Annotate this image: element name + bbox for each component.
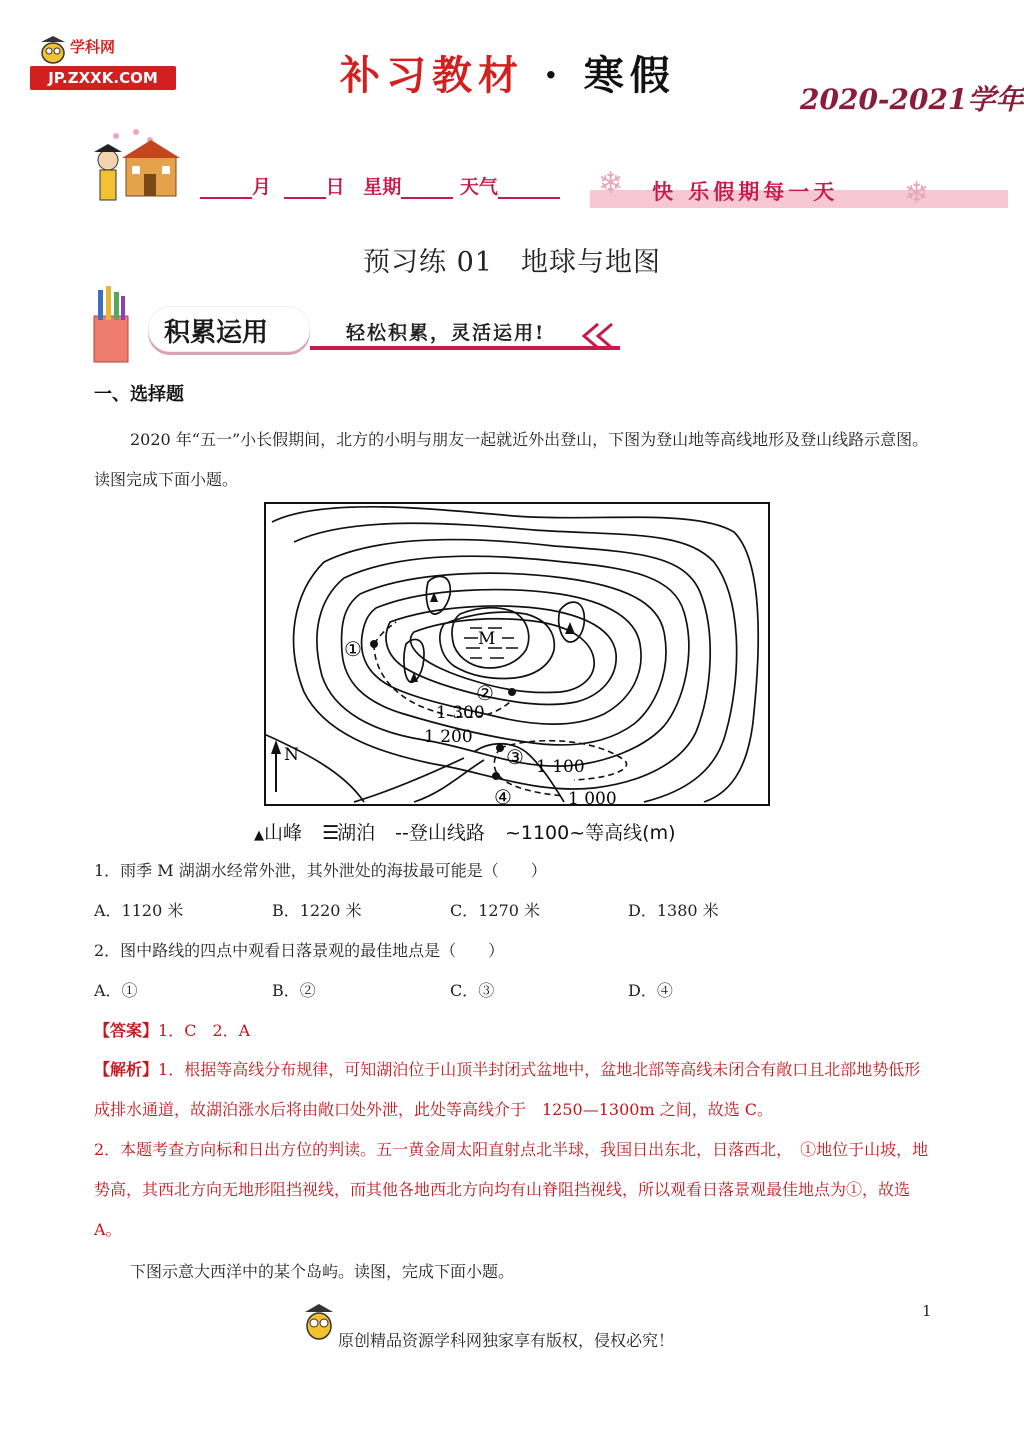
contour-label: 1 300 [436,703,485,723]
page-title: 预习练 01 地球与地图 [363,247,661,278]
analysis-2: 2．本题考查方向标和日出方位的判读。五一黄金周太阳直射点北半球，我国日出东北，日落西北， ①地位于山坡，地势高，其西北方向无地形阻挡视线，而其他各地西北方向均有山脊阻挡视线，所以观看日落景观最佳地点为①，故选 A。 [94,1140,929,1239]
copyright-footer: 原创精品资源学科网独家享有版权，侵权必究！ [338,1331,675,1350]
q2-option-c[interactable]: C．③ [450,981,495,1000]
day-label: 日 [325,176,345,198]
q1-option-c[interactable]: C．1270 米 [450,901,541,920]
analysis-p1: 1．根据等高线分布规律，可知湖泊位于山顶半封闭式盆地中，盆地北部等高线未闭合有敞口且北部地势低形成排水通道，故湖泊涨水后将由敞口处外泄，此处等高线介于 1250—1300m 之间，故选 C。 [94,1060,921,1119]
north-label: N [284,745,299,765]
week-blank[interactable] [401,179,453,199]
q1-option-b[interactable]: B．1220 米 [272,901,362,920]
q2-option-b[interactable]: B．② [272,981,316,1000]
snowflake-icon: ❄ [904,176,930,211]
brand-dot: · [524,52,584,99]
lake-label: M [478,629,496,649]
map-legend: ▲山峰 ☰湖泊 --登山线路 ~1100~等高线(m) [254,822,676,844]
analysis-1 [94,1050,934,1130]
section-heading: 一、选择题 [94,384,184,405]
owl-mascot-icon [302,1302,336,1342]
legend-peak: 山峰 [264,822,303,844]
peak-legend-icon: ▲ [254,828,264,843]
brand-black: 寒假 [583,52,676,99]
happy-holiday-slogan: 快 乐假期每一天 [652,180,839,204]
legend-contour-sample: 1100 [520,822,570,844]
day-blank[interactable] [284,179,326,199]
question-2-stem: 2．图中路线的四点中观看日落景观的最佳地点是（ ） [94,941,505,960]
question-1-stem: 1．雨季 M 湖湖水经常外泄，其外泄处的海拔最可能是（ ） [94,861,547,880]
banner-label: 积累运用 [164,318,269,348]
contour-legend-icon: ~ [504,822,521,844]
owl-mascot-icon [38,36,68,64]
lake-legend-icon: ☰ [322,822,338,844]
question-intro: 2020 年“五一”小长假期间，北方的小明与朋友一起就近外出登山，下图为登山地等高线地形及登山线路示意图。读图完成下面小题。 [94,430,929,489]
logo-title: 学科网 [70,38,116,56]
banner-slogan: 轻松积累，灵活运用! [346,322,546,344]
q1-option-d[interactable]: D．1380 米 [628,901,719,920]
analysis-label: 【解析】 [94,1060,159,1079]
point-label: ③ [506,745,524,769]
school-year: 2020-2021学年 [800,83,1024,116]
answer-text: 1．C 2．A [158,1021,251,1040]
brand-title [340,44,676,101]
q1-option-a[interactable]: A．1120 米 [94,901,184,920]
legend-route: 登山线路 [408,822,485,844]
contour-label: 1 000 [568,789,617,808]
legend-contour: 等高线(m) [585,822,676,844]
week-label: 星期 [363,176,402,198]
pencil-cup-icon [88,286,134,366]
logo-url: JP.ZXXK.COM [30,66,176,90]
site-logo [30,36,178,94]
snowflake-icon: ❄ [598,166,624,201]
next-question-intro: 下图示意大西洋中的某个岛屿。读图，完成下面小题。 [130,1262,515,1281]
route-legend-icon: -- [395,822,409,844]
school-illustration-icon [86,126,186,210]
legend-lake: 湖泊 [337,822,376,844]
answer-line [94,1018,250,1041]
banner-underline [310,346,620,350]
date-line [200,172,560,199]
month-blank[interactable] [200,179,252,199]
page-number: 1 [922,1302,932,1320]
answer-label: 【答案】 [94,1021,159,1040]
brand-red: 补习教材 [340,52,524,99]
q2-option-a[interactable]: A．① [94,981,138,1000]
contour-label: 1 200 [424,727,473,747]
weather-label: 天气 [459,176,498,198]
month-label: 月 [252,176,272,198]
point-label: ① [344,637,362,661]
contour-map [264,502,772,808]
weather-blank[interactable] [498,179,560,199]
point-label: ② [476,681,494,705]
q2-option-d[interactable]: D．④ [628,981,673,1000]
contour-label: 1 100 [536,757,585,777]
double-arrow-left-icon [578,320,624,352]
point-label: ④ [494,785,512,808]
